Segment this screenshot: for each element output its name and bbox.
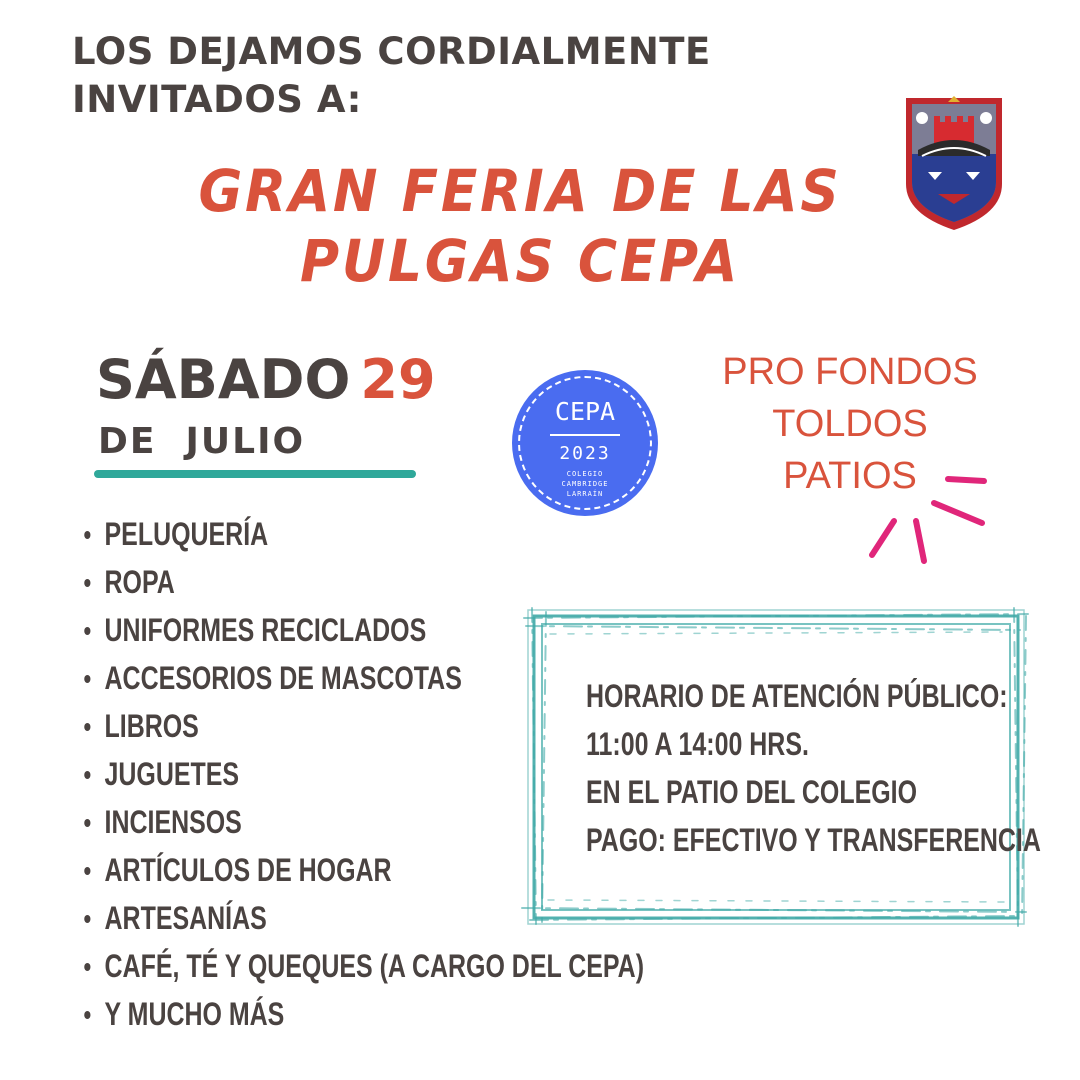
info-line-3: EN EL PATIO DEL COLEGIO — [586, 774, 917, 810]
info-line-1: HORARIO DE ATENCIÓN PÚBLICO: — [586, 678, 1008, 714]
event-day — [96, 345, 436, 415]
purpose-line-1: PRO FONDOS — [722, 351, 978, 393]
list-item-label: UNIFORMES RECICLADOS — [104, 612, 427, 648]
list-item-label: ACCESORIOS DE MASCOTAS — [104, 660, 462, 696]
purpose-line-3: PATIOS — [783, 455, 917, 497]
sparkle-lines-icon — [860, 465, 1000, 565]
list-item-label: ROPA — [104, 564, 175, 600]
badge-line-3: LARRAÍN — [566, 490, 604, 498]
bullet-dot-icon — [84, 963, 90, 971]
invitation-line-1: LOS DEJAMOS CORDIALMENTE — [72, 30, 711, 73]
info-line-4: PAGO: EFECTIVO Y TRANSFERENCIA — [586, 822, 1041, 858]
event-title-line-2: PULGAS CEPA — [299, 227, 741, 295]
bullet-dot-icon — [84, 1011, 90, 1019]
info-line-2: 11:00 A 14:00 HRS. — [586, 726, 809, 762]
date-underline — [94, 470, 416, 478]
list-item-label: CAFÉ, TÉ Y QUEQUES (A CARGO DEL CEPA) — [104, 948, 644, 984]
list-item — [78, 942, 644, 990]
event-title — [152, 156, 888, 296]
school-crest-icon — [898, 92, 1010, 232]
badge-divider — [550, 434, 620, 436]
bullet-dot-icon — [84, 627, 90, 635]
invitation-heading — [72, 28, 711, 124]
bullet-dot-icon — [84, 723, 90, 731]
list-item-label: LIBROS — [104, 708, 199, 744]
list-item-label: ARTESANÍAS — [104, 900, 267, 936]
badge-line-1: COLEGIO — [566, 470, 604, 478]
day-number: 29 — [360, 348, 436, 411]
bullet-dot-icon — [84, 531, 90, 539]
badge-year: 2023 — [559, 443, 611, 464]
cepa-badge — [512, 370, 658, 516]
list-item-label: INCIENSOS — [104, 804, 242, 840]
bullet-dot-icon — [84, 771, 90, 779]
list-item — [78, 558, 644, 606]
list-item-label: ARTÍCULOS DE HOGAR — [104, 852, 392, 888]
badge-name: CEPA — [554, 397, 616, 426]
list-item-label: PELUQUERÍA — [104, 516, 269, 552]
bullet-dot-icon — [84, 867, 90, 875]
schedule-info — [586, 672, 1080, 864]
purpose-line-2: TOLDOS — [772, 403, 928, 445]
bullet-dot-icon — [84, 819, 90, 827]
weekday-label: SÁBADO — [96, 348, 351, 411]
event-title-line-1: GRAN FERIA DE LAS — [198, 157, 842, 225]
bullet-dot-icon — [84, 675, 90, 683]
month-label: DE JULIO — [98, 421, 306, 462]
bullet-dot-icon — [84, 915, 90, 923]
bullet-dot-icon — [84, 579, 90, 587]
badge-line-2: CAMBRIDGE — [561, 480, 609, 488]
list-item-label: JUGUETES — [104, 756, 240, 792]
invitation-line-2: INVITADOS A: — [72, 78, 362, 121]
list-item — [78, 510, 644, 558]
list-item-label: Y MUCHO MÁS — [104, 996, 285, 1032]
list-item — [78, 990, 644, 1038]
